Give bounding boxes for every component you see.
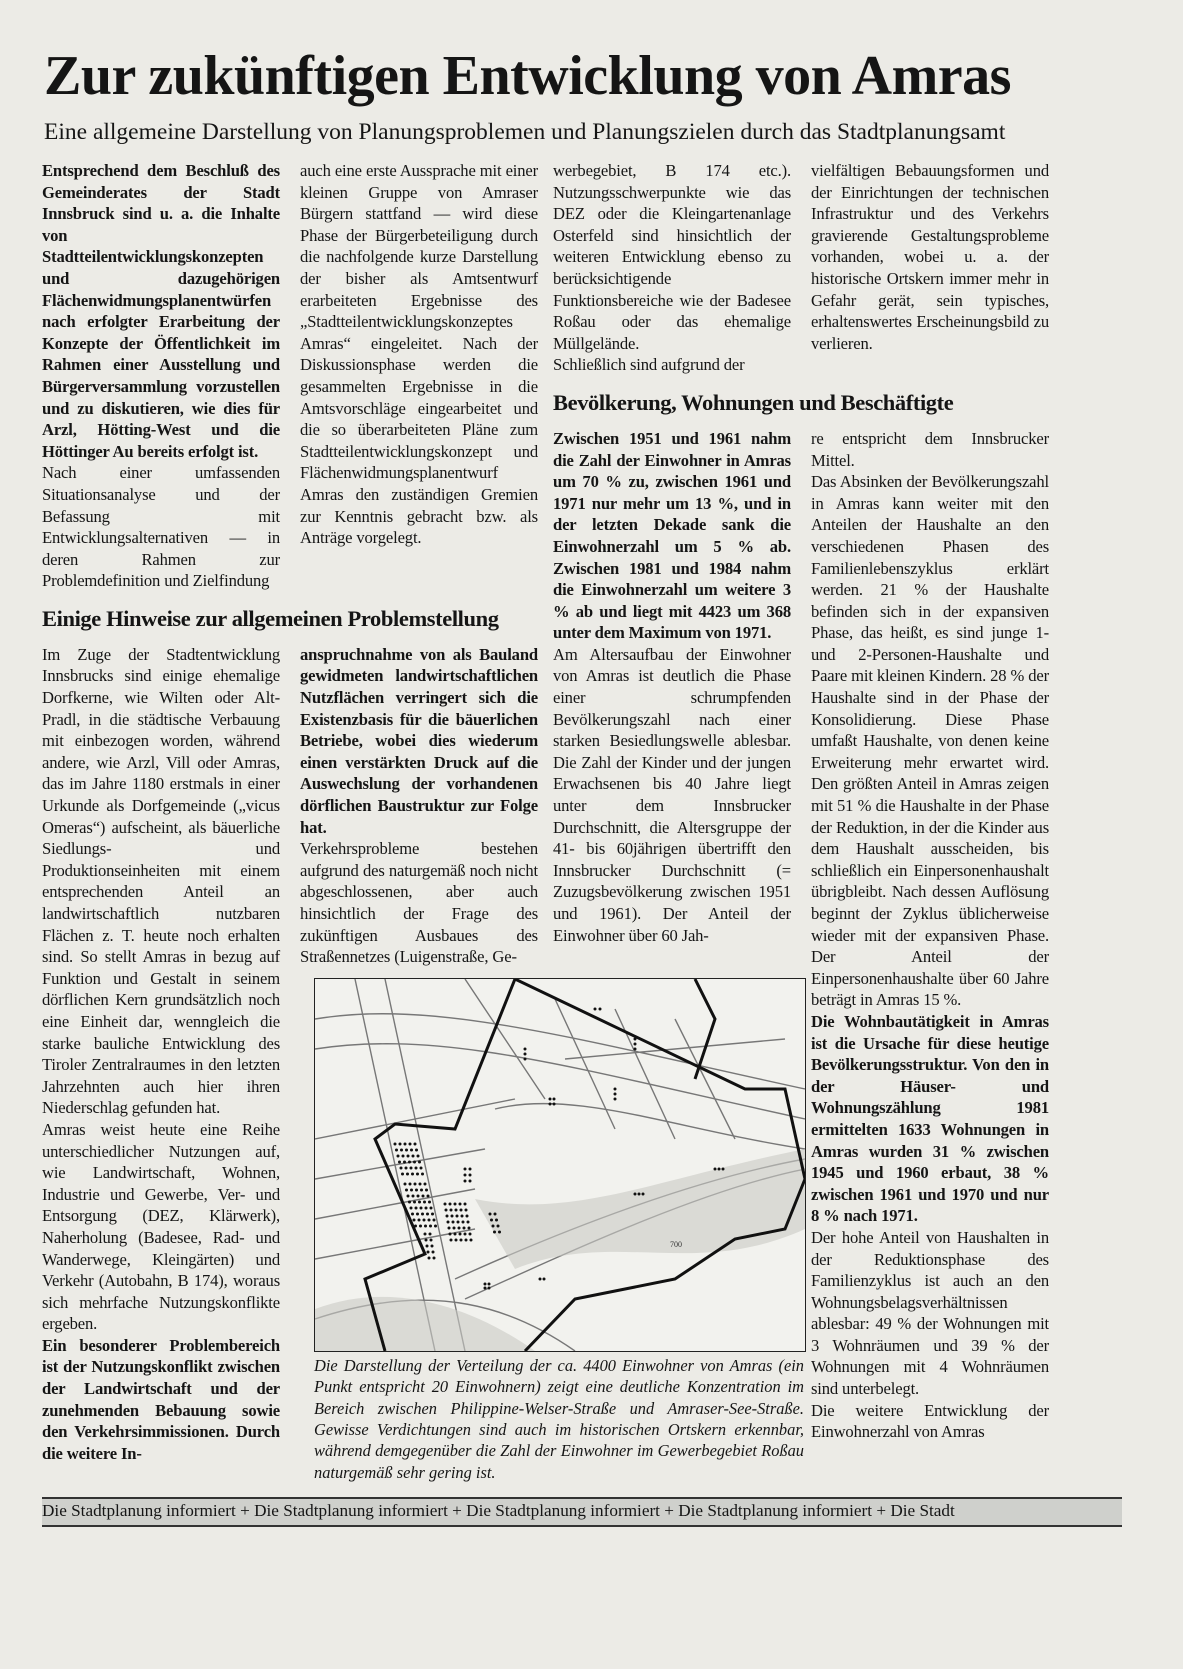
- paragraph: Nach einer umfassenden Situationsanalyse und der Befassung mit Entwicklungsalternativen — in deren Rahmen zur Problemdefinition und Zielfindung: [42, 463, 280, 591]
- paragraph: Am Altersaufbau der Einwohner von Amras ist deutlich die Phase einer schrumpfenden Bevölkerungszahl nach einer starken Besiedlungswelle ablesbar. Die Zahl der Kinder und der jungen Erwachsenen bis 40 Jahre liegt unter dem Innsbrucker Durchschnitt, die Altersgruppe der 41- bis 60jährigen übertrifft den Innsbrucker Durchschnitt (= Zuzugsbevölkerung zwischen 1951 und 1961). Der Anteil der Einwohner über 60 Jah-: [553, 644, 791, 945]
- population-dot: [454, 1202, 457, 1205]
- population-dot: [524, 1047, 527, 1050]
- population-dot: [444, 1202, 447, 1205]
- population-dot: [410, 1206, 413, 1209]
- population-dot: [450, 1238, 453, 1241]
- population-dot: [722, 1167, 725, 1170]
- population-dot: [415, 1188, 418, 1191]
- population-dot: [428, 1218, 431, 1221]
- population-distribution-map: [314, 978, 806, 1352]
- paragraph: Schließlich sind aufgrund der: [553, 355, 745, 375]
- population-dot: [418, 1160, 421, 1163]
- population-dot: [404, 1182, 407, 1185]
- population-dot: [420, 1166, 423, 1169]
- population-dot: [634, 1037, 637, 1040]
- population-dot: [424, 1224, 427, 1227]
- population-dot: [419, 1182, 422, 1185]
- map-caption: Die Darstellung der Verteilung der ca. 4400 Einwohner von Amras (ein Punkt entspricht 20 Einwohnern) zeigt eine deutliche Konzentration im Bereich zwischen Philippine-Welser-Straße und Amraser-See-Straße. Gewisse Verdichtungen sind auch im historischen Ortskern erkennbar, während demgegenüber die Zahl der Einwohner im Gewerbegebiet Roßau naturgemäß sehr gering ist.: [314, 1355, 804, 1482]
- population-dot: [431, 1244, 434, 1247]
- paragraph: anspruchnahme von als Bauland gewidmeten landwirtschaftlichen Nutzflächen verringert sich die Existenzbasis für die bäuerlichen Betriebe, wobei dies wiederum einen verstärkten Druck auf die Auswechslung der vorhandenen dörflichen Baustruktur zur Folge hat.: [300, 644, 538, 837]
- population-dot: [469, 1232, 472, 1235]
- population-dot: [421, 1212, 424, 1215]
- population-dot: [419, 1224, 422, 1227]
- population-dot: [498, 1230, 501, 1233]
- population-dot: [425, 1188, 428, 1191]
- population-dot: [488, 1286, 491, 1289]
- population-dot: [451, 1214, 454, 1217]
- population-dot: [427, 1250, 430, 1253]
- population-dot: [400, 1166, 403, 1169]
- paragraph: Verkehrsprobleme bestehen aufgrund des naturgemäß noch nicht abgeschlossenen, aber auch hinsichtlich der Frage des zukünftigen Ausbaues des Straßennetzes (Luigenstraße, Ge-: [300, 839, 538, 967]
- population-dot: [452, 1220, 455, 1223]
- page-title: Zur zukünftigen Entwicklung von Amras: [44, 45, 1011, 107]
- population-dot: [433, 1256, 436, 1259]
- population-dot: [614, 1097, 617, 1100]
- population-dot: [455, 1208, 458, 1211]
- population-dot: [406, 1172, 409, 1175]
- population-dot: [484, 1282, 487, 1285]
- page-subtitle: Eine allgemeine Darstellung von Planungsproblemen und Planungszielen durch das Stadtplanungsamt: [44, 119, 1006, 145]
- population-dot: [424, 1232, 427, 1235]
- population-dot: [428, 1200, 431, 1203]
- population-dot: [409, 1142, 412, 1145]
- population-dot: [432, 1250, 435, 1253]
- paragraph: werbegebiet, B 174 etc.). Nutzungsschwerpunkte wie das DEZ oder die Kleingartenanlage Osterfeld sind hinsichtlich der weiteren Entwicklung ebenso zu berücksichtigende Funktionsbereiche wie der Badesee Roßau oder das ehemalige Müllgelände.: [553, 161, 791, 353]
- population-dot: [460, 1238, 463, 1241]
- population-dot: [463, 1226, 466, 1229]
- population-dot: [412, 1154, 415, 1157]
- population-dot: [469, 1173, 472, 1176]
- population-dot: [415, 1166, 418, 1169]
- population-dot: [470, 1238, 473, 1241]
- population-dot: [428, 1256, 431, 1259]
- population-dot: [634, 1192, 637, 1195]
- population-dot: [425, 1238, 428, 1241]
- population-dot: [417, 1194, 420, 1197]
- population-dot: [427, 1194, 430, 1197]
- population-dot: [464, 1173, 467, 1176]
- population-dot: [642, 1192, 645, 1195]
- population-dot: [468, 1226, 471, 1229]
- population-dot: [495, 1218, 498, 1221]
- population-dot: [469, 1179, 472, 1182]
- population-dot: [469, 1167, 472, 1170]
- population-dot: [411, 1172, 414, 1175]
- population-dot: [405, 1148, 408, 1151]
- population-dot: [410, 1188, 413, 1191]
- population-dot: [490, 1218, 493, 1221]
- population-dot: [409, 1182, 412, 1185]
- population-dot: [405, 1166, 408, 1169]
- population-dot: [599, 1007, 602, 1010]
- paragraph: Entsprechend dem Beschluß des Gemeinderates der Stadt Innsbruck sind u. a. die Inhalte von Stadtteilentwicklungskonzepten und dazugehörigen Flächenwidmungsplanentwürfen nach erfolgter Erarbeitung der Konzepte der Öffentlichkeit im Rahmen einer Ausstellung und Bürgerversammlung vorzustellen und zu diskutieren, wie dies für Arzl, Hötting-West und die Höttinger Au bereits erfolgt ist.: [42, 161, 280, 461]
- population-dot: [413, 1218, 416, 1221]
- population-dot: [543, 1277, 546, 1280]
- population-dot: [421, 1172, 424, 1175]
- paragraph: Die weitere Entwicklung der Einwohnerzahl von Amras: [811, 1400, 1049, 1442]
- population-dot: [614, 1087, 617, 1090]
- population-dot: [414, 1142, 417, 1145]
- population-dot: [464, 1167, 467, 1170]
- population-dot: [397, 1154, 400, 1157]
- paragraph: Ein besonderer Problembereich ist der Nutzungskonflikt zwischen der Landwirtschaft und der zunehmenden Bebauung sowie den Verkehrsimmissionen. Durch die weitere In-: [42, 1335, 280, 1463]
- paragraph: Der hohe Anteil von Haushalten in der Reduktionsphase des Familienzyklus ist auch an den Wohnungsbelagsverhältnissen ablesbar: 49 % der Wohnungen mit 3 Wohnräumen und 39 % der Wohnungen mit 4 Wohnräumen sind unterbelegt.: [811, 1227, 1049, 1399]
- population-dot: [420, 1206, 423, 1209]
- population-dot: [430, 1206, 433, 1209]
- intro-column-3: [553, 160, 791, 376]
- population-dot: [466, 1214, 469, 1217]
- population-dot: [402, 1154, 405, 1157]
- population-dot: [446, 1214, 449, 1217]
- population-dot: [459, 1202, 462, 1205]
- population-dot: [549, 1097, 552, 1100]
- population-dot: [423, 1218, 426, 1221]
- population-dot: [714, 1167, 717, 1170]
- population-dot: [453, 1226, 456, 1229]
- population-dot: [461, 1214, 464, 1217]
- population-dot: [405, 1188, 408, 1191]
- population-dot: [494, 1212, 497, 1215]
- population-dot: [411, 1212, 414, 1215]
- population-dot: [464, 1202, 467, 1205]
- population-dot: [416, 1172, 419, 1175]
- contour-label: 700: [670, 1239, 682, 1249]
- population-dot: [424, 1182, 427, 1185]
- population-dot: [449, 1202, 452, 1205]
- population-dot: [413, 1200, 416, 1203]
- population-dot: [493, 1230, 496, 1233]
- population-dot: [460, 1208, 463, 1211]
- population-dot: [464, 1232, 467, 1235]
- intro-column-4: [811, 160, 1049, 354]
- population-dot: [414, 1182, 417, 1185]
- population-dot: [465, 1238, 468, 1241]
- population-dot: [417, 1154, 420, 1157]
- population-dot: [594, 1007, 597, 1010]
- population-dot: [423, 1200, 426, 1203]
- paragraph: Im Zuge der Stadtentwicklung Innsbrucks sind einige ehemalige Dorfkerne, wie Wilten oder Alt-Pradl, in die städtische Verbauung mit einbezogen worden, während andere, wie Arzl, Vill oder Amras, das im Jahre 1180 erstmals in einer Urkunde als Dorfgemeinde („vicus Omeras“) aufscheint, als bäuerliche Siedlungs- und Produktionseinheiten mit einem entsprechenden Anteil an landwirtschaftlich nutzbaren Flächen z. T. heute noch erhalten sind. So stellt Amras in bezug auf Funktion und Gestalt in seinem dörflichen Kern grundsätzlich noch eine Einheit dar, wenngleich die starke bauliche Entwicklung des Tiroler Zentralraumes in den letzten Jahrzehnten auch hier ihren Niederschlag gefunden hat.: [42, 644, 280, 1118]
- section-heading-population: Bevölkerung, Wohnungen und Beschäftigte: [553, 389, 954, 415]
- population-dot: [467, 1220, 470, 1223]
- population-dot: [455, 1238, 458, 1241]
- paragraph: Zwischen 1951 und 1961 nahm die Zahl der Einwohner in Amras um 70 % zu, zwischen 1961 und 1971 nur mehr um 13 %, und in der letzten Dekade sank die Einwohnerzahl um 5 % ab. Zwischen 1981 und 1984 nahm die Einwohnerzahl um weitere 3 % ab und liegt mit 4423 um 368 unter dem Maximum von 1971.: [553, 428, 791, 643]
- population-dot: [414, 1224, 417, 1227]
- population-dot: [457, 1220, 460, 1223]
- population-dot: [634, 1047, 637, 1050]
- population-dot: [553, 1102, 556, 1105]
- population-dot: [403, 1160, 406, 1163]
- population-dot: [425, 1206, 428, 1209]
- population-dot: [418, 1200, 421, 1203]
- population-dot: [410, 1166, 413, 1169]
- population-dot: [407, 1154, 410, 1157]
- population-dot: [553, 1097, 556, 1100]
- population-dot: [497, 1224, 500, 1227]
- intro-column-1: [42, 160, 280, 592]
- population-dot: [400, 1148, 403, 1151]
- population-dot: [488, 1282, 491, 1285]
- population-dot: [462, 1220, 465, 1223]
- map-drawing: [315, 979, 805, 1351]
- population-dot: [434, 1224, 437, 1227]
- population-dot: [465, 1208, 468, 1211]
- population-dot: [429, 1224, 432, 1227]
- population-dot: [489, 1212, 492, 1215]
- population-dot: [524, 1057, 527, 1060]
- population-dot: [448, 1226, 451, 1229]
- population-dot: [445, 1208, 448, 1211]
- population-dot: [426, 1244, 429, 1247]
- population-dot: [430, 1238, 433, 1241]
- section-heading-problems: Einige Hinweise zur allgemeinen Problemstellung: [42, 605, 499, 631]
- population-dot: [458, 1226, 461, 1229]
- problems-column-1: [42, 644, 280, 1465]
- population-dot: [449, 1232, 452, 1235]
- population-dot: [410, 1148, 413, 1151]
- population-dot: [408, 1200, 411, 1203]
- population-dot: [420, 1188, 423, 1191]
- paragraph: Die Wohnbautätigkeit in Amras ist die Ursache für diese heutige Bevölkerungsstruktur. Von den in der Häuser- und Wohnungszählung 1981 ermittelten 1633 Wohnungen in Amras wurden 31 % zwischen 1945 und 1960 erbaut, 38 % zwischen 1961 und 1970 und nur 8 % nach 1971.: [811, 1011, 1049, 1226]
- population-dot: [459, 1232, 462, 1235]
- population-dot: [404, 1142, 407, 1145]
- population-dot: [415, 1148, 418, 1151]
- population-dot: [634, 1042, 637, 1045]
- population-column-3: [553, 428, 791, 946]
- population-dot: [450, 1208, 453, 1211]
- population-column-4: [811, 428, 1049, 1443]
- population-dot: [398, 1160, 401, 1163]
- population-dot: [408, 1160, 411, 1163]
- population-dot: [484, 1286, 487, 1289]
- population-dot: [401, 1172, 404, 1175]
- population-dot: [426, 1212, 429, 1215]
- population-dot: [412, 1194, 415, 1197]
- population-dot: [416, 1212, 419, 1215]
- population-dot: [407, 1194, 410, 1197]
- paragraph: Das Absinken der Bevölkerungszahl in Amras kann weiter mit den Anteilen der Haushalte an den verschiedenen Phasen des Familienlebenszyklus erklärt werden. 21 % der Haushalte befinden sich in der expansiven Phase, das heißt, es sind junge 1- und 2-Personen-Haushalte und Paare mit kleinen Kindern. 28 % der Haushalte sind in der Phase der Konsolidierung. Diese Phase umfaßt Haushalte, von denen keine Erweiterung mehr erwartet wird. Den größten Anteil in Amras zeigen mit 51 % die Haushalte in der Phase der Reduktion, in der die Kinder aus dem Haushalt ausscheiden, bis schließlich ein Einpersonenhaushalt übrigbleibt. Nach dessen Auflösung beginnt der Zyklus üblicherweise wieder mit der expansiven Phase. Der Anteil der Einpersonenhaushalte über 60 Jahre beträgt in Amras 15 %.: [811, 472, 1049, 1010]
- intro-row-right: [553, 160, 1049, 376]
- intro-row-left: [42, 160, 538, 592]
- footer-banner: Die Stadtplanung informiert + Die Stadtplanung informiert + Die Stadtplanung informiert + Die Stadtplanung informiert + Die Stadt: [42, 1497, 1122, 1527]
- population-dot: [549, 1102, 552, 1105]
- population-dot: [456, 1214, 459, 1217]
- population-dot: [718, 1167, 721, 1170]
- population-dot: [464, 1179, 467, 1182]
- population-dot: [422, 1194, 425, 1197]
- population-dot: [524, 1052, 527, 1055]
- population-dot: [431, 1212, 434, 1215]
- population-dot: [492, 1224, 495, 1227]
- population-dot: [447, 1220, 450, 1223]
- population-dot: [433, 1218, 436, 1221]
- paragraph: Amras weist heute eine Reihe unterschiedlicher Nutzungen auf, wie Landwirtschaft, Wohnen, Industrie und Gewerbe, Ver- und Entsorgung (DEZ, Klärwerk), Naherholung (Badesee, Rad- und Wanderwege, Kleingärten) und Verkehr (Autobahn, B 174), woraus sich mehrfache Nutzungskonflikte ergeben.: [42, 1119, 280, 1334]
- intro-column-2: [300, 160, 538, 549]
- population-dot: [415, 1206, 418, 1209]
- population-dot: [418, 1218, 421, 1221]
- population-dot: [395, 1148, 398, 1151]
- population-dot: [399, 1142, 402, 1145]
- population-dot: [454, 1232, 457, 1235]
- population-dot: [429, 1232, 432, 1235]
- population-dot: [614, 1092, 617, 1095]
- population-dot: [394, 1142, 397, 1145]
- problems-column-2: [300, 644, 538, 968]
- population-dot: [413, 1160, 416, 1163]
- paragraph: re entspricht dem Innsbrucker Mittel.: [811, 428, 1049, 470]
- paragraph: vielfältigen Bebauungsformen und der Einrichtungen der technischen Infrastruktur und des Verkehrs gravierende Gestaltungsprobleme vorhanden, wobei u. a. der historische Ortskern immer mehr in Gefahr gerät, sein typisches, erhaltenswertes Erscheinungsbild zu verlieren.: [811, 161, 1049, 353]
- population-dot: [539, 1277, 542, 1280]
- paragraph: auch eine erste Aussprache mit einer kleinen Gruppe von Amraser Bürgern stattfand — wird diese Phase der Bürgerbeteiligung durch die nachfolgende kurze Darstellung der bisher als Amtsentwurf erarbeiteten Ergebnisse des „Stadtteilentwicklungskonzeptes Amras“ eingeleitet. Nach der Diskussionsphase werden die gesammelten Ergebnisse in die Amtsvorschläge eingearbeitet und die so überarbeiteten Pläne zum Stadtteilentwicklungskonzept und Flächenwidmungsplanentwurf Amras den zuständigen Gremien zur Kenntnis gebracht bzw. als Anträge vorgelegt.: [300, 161, 538, 548]
- population-dot: [638, 1192, 641, 1195]
